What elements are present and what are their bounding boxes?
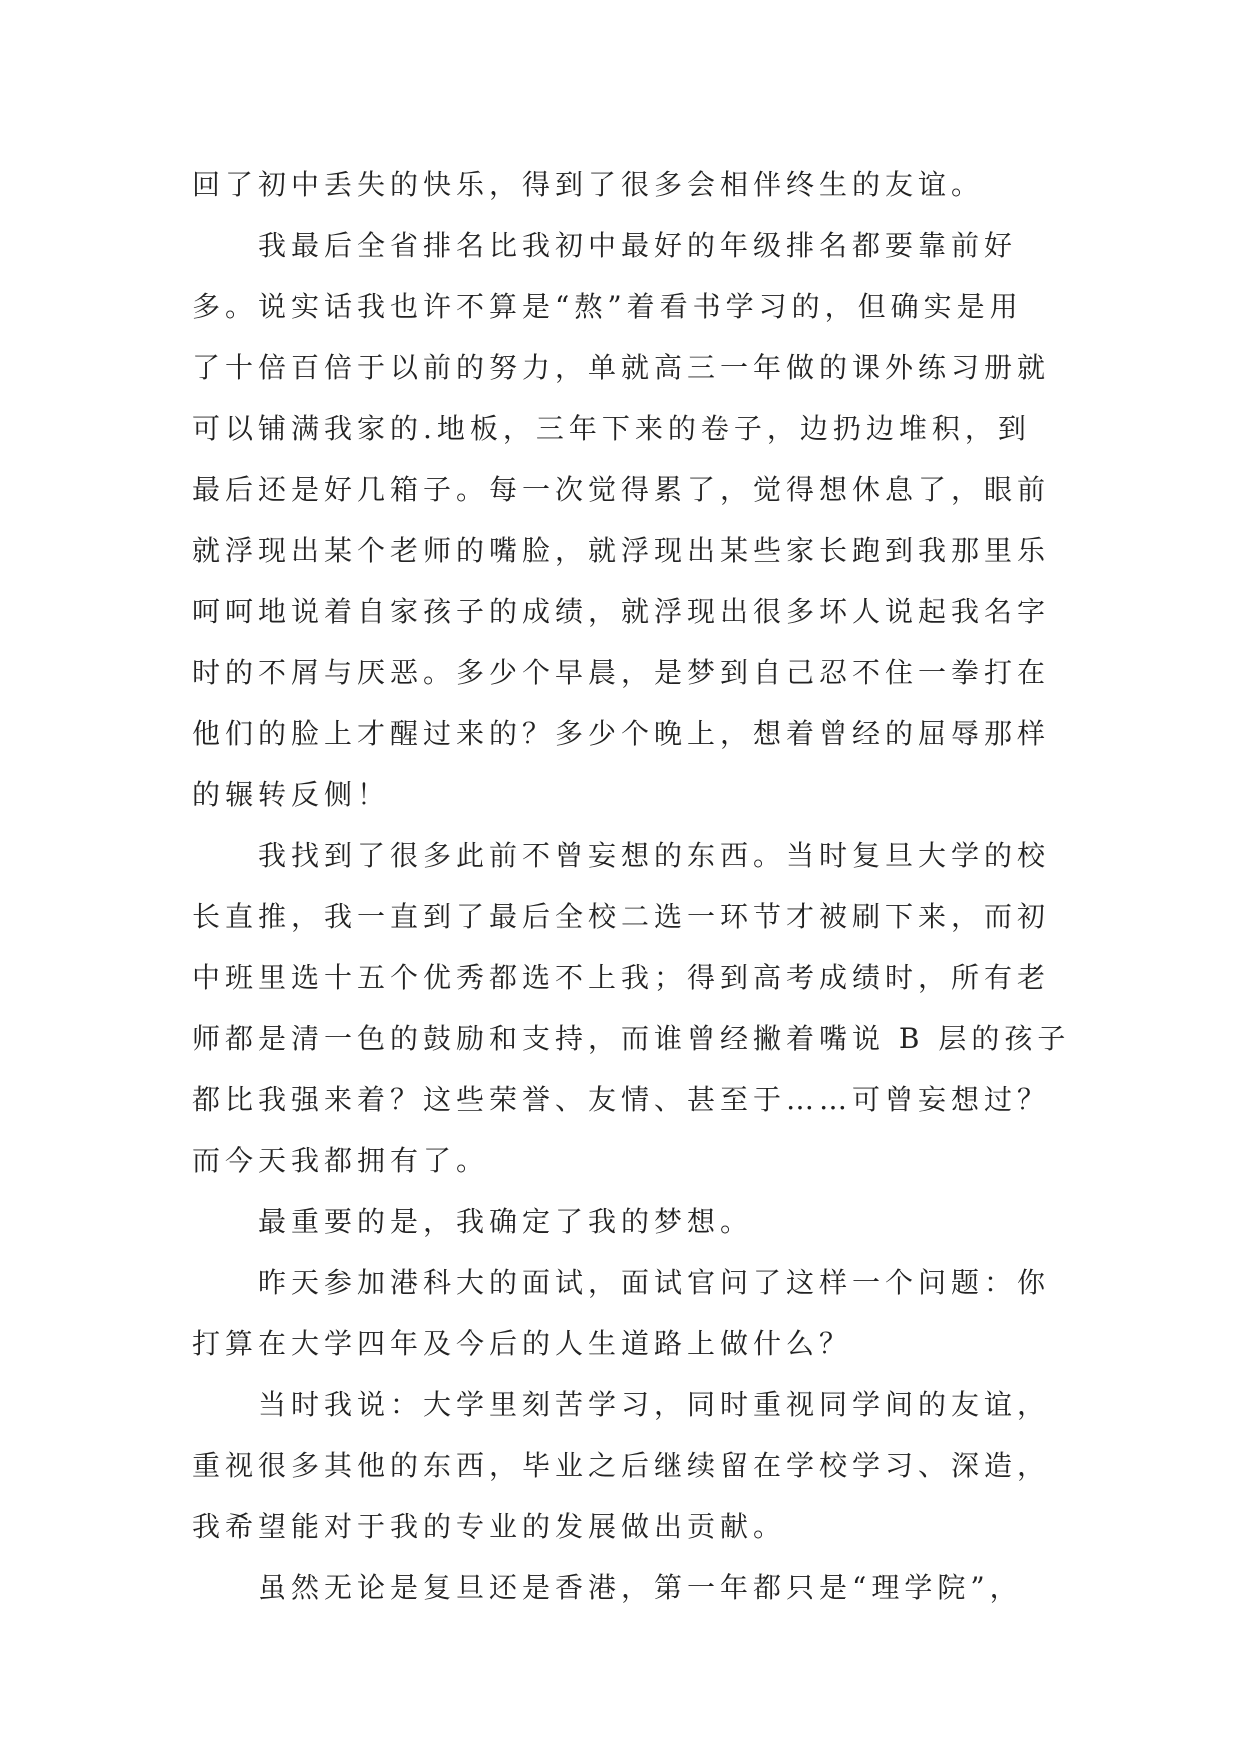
text-line: 可以铺满我家的.地板，三年下来的卷子，边扔边堆积，到 [192, 412, 1031, 445]
text-line: 昨天参加港科大的面试，面试官问了这样一个问题：你 [258, 1266, 1051, 1299]
text-line: 我最后全省排名比我初中最好的年级排名都要靠前好 [258, 229, 1018, 262]
text-line: 中班里选十五个优秀都选不上我；得到高考成绩时，所有老 [192, 961, 1051, 994]
text-line: 我希望能对于我的专业的发展做出贡献。 [192, 1510, 787, 1543]
text-line: 打算在大学四年及今后的人生道路上做什么？ [192, 1327, 853, 1360]
text-line: 的辗转反侧！ [192, 778, 391, 811]
text-line: 重视很多其他的东西，毕业之后继续留在学校学习、深造， [192, 1449, 1051, 1482]
text-line: 多。说实话我也许不算是“熬”着看书学习的，但确实是用 [192, 290, 1023, 323]
text-line: 就浮现出某个老师的嘴脸，就浮现出某些家长跑到我那里乐 [192, 534, 1051, 567]
text-line: 了十倍百倍于以前的努力，单就高三一年做的课外练习册就 [192, 351, 1051, 384]
text-line: 当时我说：大学里刻苦学习，同时重视同学间的友谊， [258, 1388, 1051, 1421]
text-line: 都比我强来着？这些荣誉、友情、甚至于……可曾妄想过？ [192, 1083, 1051, 1116]
text-line: 呵呵地说着自家孩子的成绩，就浮现出很多坏人说起我名字 [192, 595, 1051, 628]
text-line: 我找到了很多此前不曾妄想的东西。当时复旦大学的校 [258, 839, 1051, 872]
body-text [192, 154, 1072, 1618]
text-line: 最重要的是，我确定了我的梦想。 [258, 1205, 754, 1238]
text-line: 他们的脸上才醒过来的？多少个晚上，想着曾经的屈辱那样 [192, 717, 1051, 750]
text-line: 虽然无论是复旦还是香港，第一年都只是“理学院”， [258, 1571, 1023, 1604]
text-line: 回了初中丢失的快乐，得到了很多会相伴终生的友谊。 [192, 168, 985, 201]
text-line: 而今天我都拥有了。 [192, 1144, 490, 1177]
text-line: 最后还是好几箱子。每一次觉得累了，觉得想休息了，眼前 [192, 473, 1051, 506]
text-line: 长直推，我一直到了最后全校二选一环节才被刷下来，而初 [192, 900, 1051, 933]
text-line: 师都是清一色的鼓励和支持，而谁曾经撇着嘴说 B 层的孩子 [192, 1022, 1071, 1055]
text-line: 时的不屑与厌恶。多少个早晨，是梦到自己忍不住一拳打在 [192, 656, 1051, 689]
